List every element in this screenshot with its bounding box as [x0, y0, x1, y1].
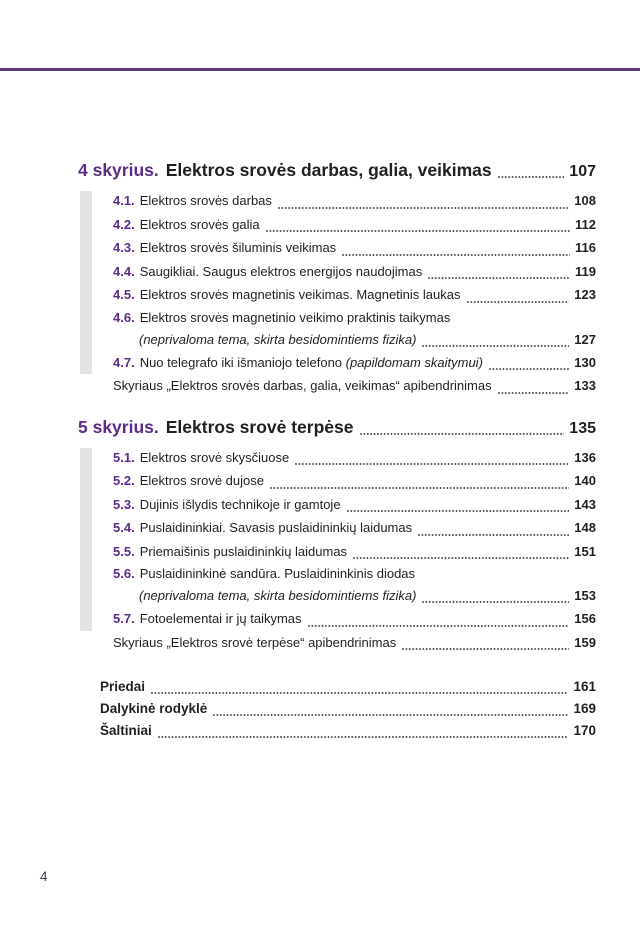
chapter-number-label: 5 skyrius. — [78, 416, 159, 437]
toc-entry — [113, 540, 596, 564]
dot-leader — [151, 692, 568, 694]
toc-entry — [113, 307, 596, 351]
back-matter-page-number: 170 — [573, 723, 596, 738]
entry-number: 5.7. — [113, 611, 135, 626]
entry-number: 5.6. — [113, 566, 135, 581]
entry-title: Puslaidininkinė sandūra. Puslaidininkinis diodas — [139, 566, 416, 581]
dot-leader — [266, 230, 570, 232]
entry-title: Elektros srovės darbas — [139, 193, 272, 208]
entry-page-number: 151 — [574, 543, 596, 559]
summary-page-number: 133 — [574, 378, 596, 393]
entry-number: 4.2. — [113, 216, 135, 232]
entry-number: 5.5. — [113, 543, 135, 559]
chapter-4-section — [78, 159, 596, 398]
entry-page-number: 153 — [574, 588, 596, 603]
chapter-summary-entry — [78, 631, 596, 655]
toc-entry — [113, 260, 596, 284]
chapter-5-section — [78, 416, 596, 655]
back-matter-section — [78, 676, 596, 742]
toc-entry — [113, 516, 596, 540]
page-number-footer: 4 — [40, 869, 48, 884]
entry-title: Elektros srovės šiluminis veikimas — [139, 240, 337, 255]
entry-page-number: 143 — [574, 496, 596, 512]
entry-page-number: 116 — [575, 240, 596, 255]
entry-page-number: 140 — [574, 473, 596, 488]
entry-page-number: 148 — [574, 520, 596, 535]
entry-number: 5.2. — [113, 473, 135, 488]
entry-subtitle: (neprivaloma tema, skirta besidomintiems fizika) — [139, 588, 417, 603]
toc-entry — [113, 469, 596, 493]
dot-leader — [213, 714, 568, 716]
entry-title: Elektros srovė skysčiuose — [139, 449, 290, 465]
back-matter-title: Dalykinė rodyklė — [100, 701, 208, 716]
chapter-4-heading — [78, 159, 596, 183]
dot-leader — [422, 601, 569, 603]
chapter-page-number: 107 — [569, 163, 596, 180]
entry-title: Dujinis išlydis technikoje ir gamtoje — [139, 496, 341, 512]
entry-title-line — [113, 307, 596, 328]
toc-entry — [113, 213, 596, 237]
entry-title: Fotoelementai ir jų taikymas — [139, 611, 302, 626]
chapter-title: Elektros srovės darbas, galia, veikimas — [165, 160, 492, 180]
table-of-contents — [78, 159, 596, 742]
toc-entry — [113, 493, 596, 517]
entry-page-number: 127 — [574, 331, 596, 347]
dot-leader — [498, 392, 570, 394]
entry-title: Nuo telegrafo iki išmaniojo telefono (papildomam skaitymui) — [139, 354, 483, 370]
entry-page-number: 136 — [574, 449, 596, 465]
entry-page-number: 112 — [575, 216, 596, 232]
entry-title: Elektros srovės galia — [139, 216, 260, 232]
entry-number: 5.1. — [113, 449, 135, 465]
back-matter-entry — [100, 676, 596, 698]
chapter-5-entries — [78, 446, 596, 631]
back-matter-title: Priedai — [100, 679, 146, 694]
entry-title-line — [113, 563, 596, 584]
entry-page-number: 123 — [574, 287, 596, 302]
entry-title: Priemaišinis puslaidininkių laidumas — [139, 543, 348, 559]
dot-leader — [360, 433, 565, 435]
entry-page-number: 130 — [574, 354, 596, 370]
toc-entry — [113, 351, 596, 375]
entry-title: Elektros srovės magnetinio veikimo praktinis taikymas — [139, 309, 451, 325]
dot-leader — [402, 648, 569, 650]
entry-number: 4.4. — [113, 263, 135, 279]
entry-number: 5.3. — [113, 496, 135, 512]
chapter-accent-bar — [80, 448, 92, 631]
toc-entry — [113, 446, 596, 470]
entry-number: 4.3. — [113, 240, 135, 255]
top-divider-rule — [0, 68, 640, 71]
dot-leader — [467, 301, 570, 303]
back-matter-title: Šaltiniai — [100, 723, 152, 738]
dot-leader — [353, 557, 569, 559]
chapter-summary-entry — [78, 374, 596, 398]
entry-page-number: 119 — [575, 263, 596, 279]
entry-number: 4.5. — [113, 287, 135, 302]
entry-title: Elektros srovės magnetinis veikimas. Magnetinis laukas — [139, 287, 461, 302]
chapter-5-heading — [78, 416, 596, 440]
entry-number: 4.1. — [113, 193, 135, 208]
dot-leader — [308, 625, 570, 627]
entry-number: 5.4. — [113, 520, 135, 535]
chapter-page-number: 135 — [569, 419, 596, 437]
entry-number: 4.6. — [113, 309, 135, 325]
chapter-4-entries — [78, 189, 596, 374]
back-matter-page-number: 161 — [573, 679, 596, 694]
entry-title: Puslaidininkiai. Savasis puslaidininkių laidumas — [139, 520, 413, 535]
dot-leader — [418, 534, 569, 536]
chapter-number-label: 4 skyrius. — [78, 160, 159, 180]
dot-leader — [278, 207, 569, 209]
entry-number: 4.7. — [113, 354, 135, 370]
dot-leader — [422, 345, 569, 347]
dot-leader — [347, 510, 570, 512]
entry-page-number: 108 — [574, 193, 596, 208]
back-matter-page-number: 169 — [573, 701, 596, 716]
toc-entry — [113, 607, 596, 631]
summary-page-number: 159 — [574, 634, 596, 650]
dot-leader — [428, 277, 570, 279]
entry-title: Saugikliai. Saugus elektros energijos naudojimas — [139, 263, 423, 279]
dot-leader — [498, 176, 565, 178]
summary-title: Skyriaus „Elektros srovės darbas, galia, veikimas“ apibendrinimas — [113, 378, 492, 393]
entry-page-number: 156 — [574, 611, 596, 626]
back-matter-entry — [100, 720, 596, 742]
entry-title: Elektros srovė dujose — [139, 473, 264, 488]
entry-subtitle-line — [113, 584, 596, 607]
toc-entry — [113, 563, 596, 607]
chapter-title: Elektros srovė terpėse — [165, 416, 354, 437]
entry-subtitle: (neprivaloma tema, skirta besidomintiems fizika) — [139, 331, 417, 347]
dot-leader — [270, 487, 569, 489]
toc-entry — [113, 236, 596, 260]
summary-title: Skyriaus „Elektros srovė terpėse“ apibendrinimas — [113, 634, 397, 650]
dot-leader — [295, 463, 569, 465]
toc-entry — [113, 189, 596, 213]
dot-leader — [342, 254, 570, 256]
chapter-accent-bar — [80, 191, 92, 374]
dot-leader — [489, 368, 569, 370]
dot-leader — [158, 736, 569, 738]
toc-entry — [113, 283, 596, 307]
back-matter-entry — [100, 698, 596, 720]
entry-subtitle-line — [113, 328, 596, 351]
